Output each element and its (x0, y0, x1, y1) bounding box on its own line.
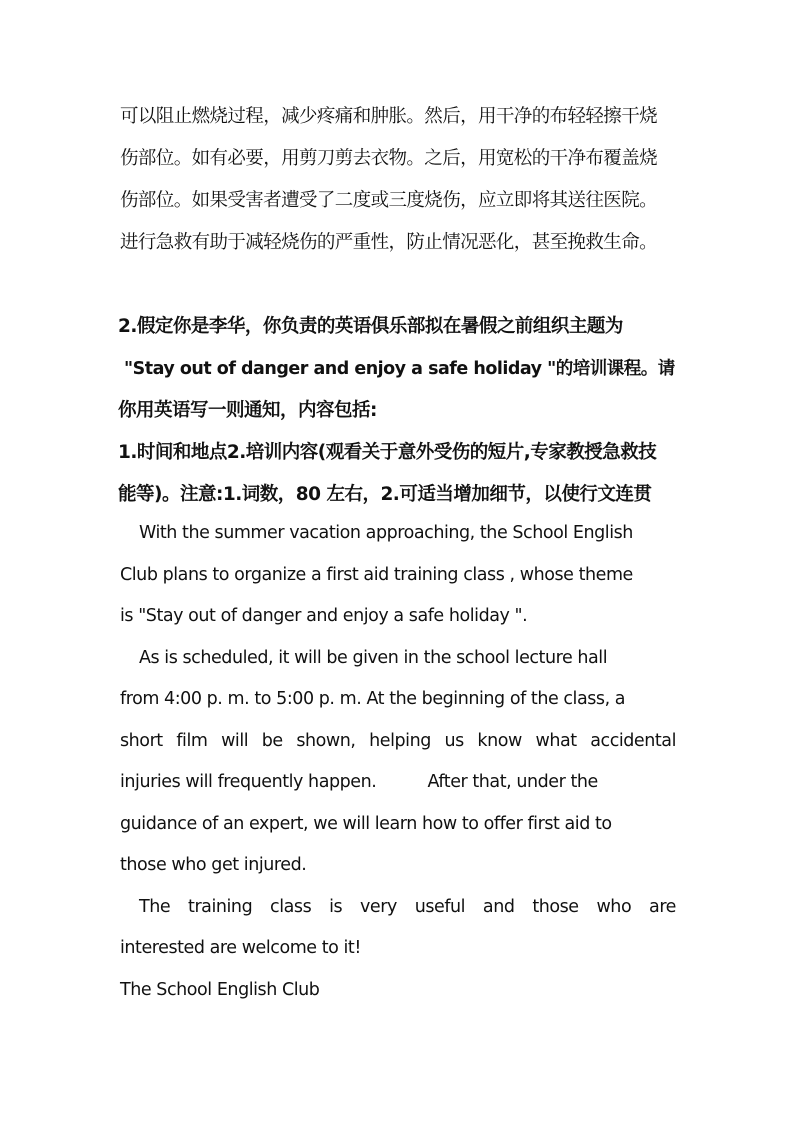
essay-line: The training class is very useful and those who are (139, 896, 676, 917)
essay-signature: The School English Club (120, 979, 320, 1000)
prompt-line: 你用英语写一则通知，内容包括: (118, 400, 377, 421)
essay-line: As is scheduled, it will be given in the school lecture hall (139, 647, 608, 668)
essay-line: short film will be shown, helping us know what accidental (120, 730, 676, 751)
essay-line: With the summer vacation approaching, the School English (139, 523, 633, 543)
prompt-line: 2.假定你是李华，你负责的英语俱乐部拟在暑假之前组织主题为 (118, 316, 623, 337)
prompt-line: 1.时间和地点2.培训内容(观看关于意外受伤的短片,专家教授急救技 (118, 442, 657, 463)
essay-line: from 4:00 p. m. to 5:00 p. m. At the beginning of the class, a (120, 689, 626, 709)
prompt-line: "Stay out of danger and enjoy a safe holiday "的培训课程。请 (124, 359, 675, 379)
essay-line: injuries will frequently happen. After that, under the (120, 772, 598, 792)
essay-line: Club plans to organize a first aid training class , whose theme (120, 564, 633, 585)
essay-line: those who get injured. (120, 855, 307, 875)
passage-line: 进行急救有助于减轻烧伤的严重性，防止情况恶化，甚至挽救生命。 (120, 232, 658, 253)
sample-notice (120, 513, 676, 1011)
essay-line: is "Stay out of danger and enjoy a safe holiday ". (120, 606, 528, 626)
prompt-line: 能等)。注意:1.词数，80 左右，2.可适当增加细节，以使行文连贯 (118, 484, 652, 505)
first-aid-passage (120, 96, 676, 264)
essay-line: guidance of an expert, we will learn how to offer first aid to (120, 813, 612, 834)
passage-line: 伤部位。如有必要，用剪刀剪去衣物。之后，用宽松的干净布覆盖烧 (120, 148, 658, 169)
passage-line: 可以阻止燃烧过程，减少疼痛和肿胀。然后，用干净的布轻轻擦干烧 (120, 106, 658, 127)
essay-line: interested are welcome to it! (120, 938, 361, 958)
passage-line: 伤部位。如果受害者遭受了二度或三度烧伤，应立即将其送往医院。 (120, 190, 658, 211)
writing-prompt (118, 306, 678, 516)
